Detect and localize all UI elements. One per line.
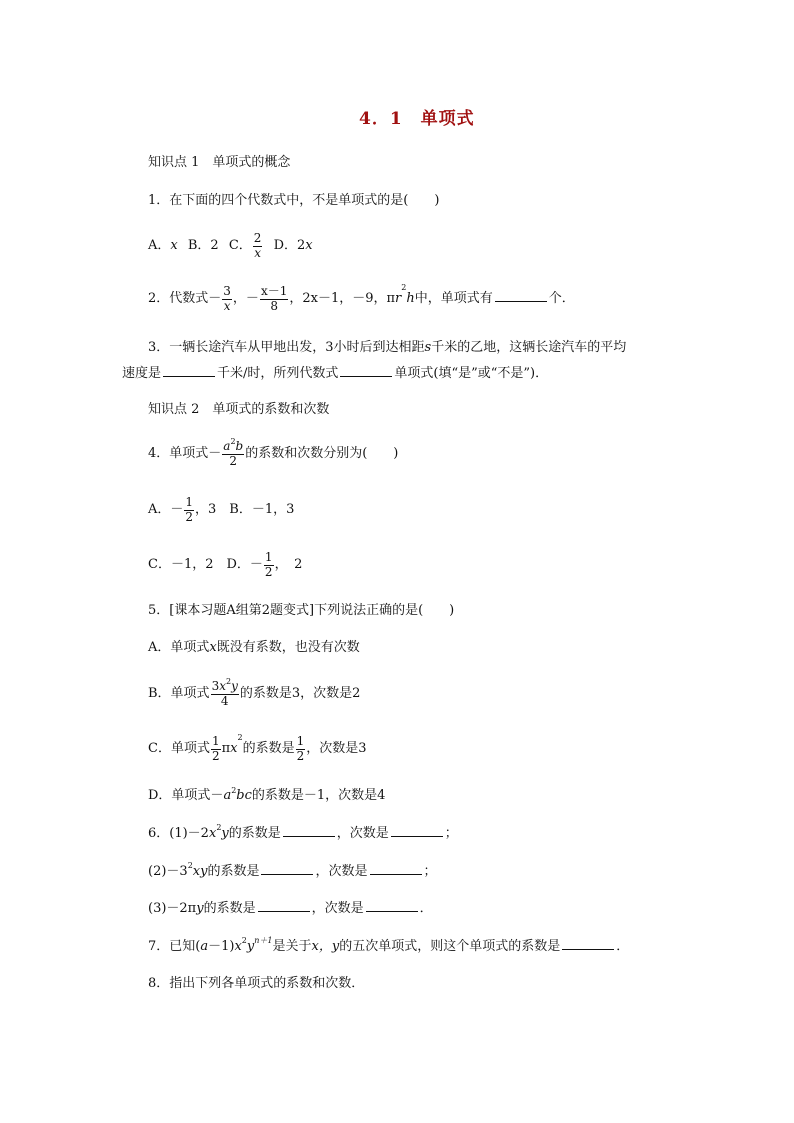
question-3-line-2: 速度是 千米/时，所列代数式 单项式(填“是”或“不是”)． bbox=[122, 366, 549, 381]
answer-blank bbox=[391, 825, 443, 837]
answer-blank bbox=[261, 863, 313, 875]
question-5-stem: 5．[课本习题A组第2题变式]下列说法正确的是( ) bbox=[148, 603, 455, 618]
fraction: $\frac{1}{2}$ bbox=[185, 495, 194, 524]
question-6-part-1: 6．$(1)-2x^2y$的系数是 ，次数是 ； bbox=[148, 823, 458, 841]
fraction: $\frac{3}{x}$ bbox=[223, 284, 231, 313]
question-4-options-cd: C．－1，2 D．－ $\frac{1}{2}$ ， 2 bbox=[148, 550, 303, 579]
page-title: 4．1 单项式 bbox=[359, 109, 475, 129]
section-heading-2: 知识点 2 单项式的系数和次数 bbox=[148, 402, 330, 417]
fraction: $\frac{1}{2}$ bbox=[264, 550, 273, 579]
fraction: $\frac{x-1}{8}$ bbox=[260, 284, 288, 313]
answer-blank bbox=[366, 900, 418, 912]
fraction: $\frac{1}{2}$ bbox=[296, 734, 305, 763]
answer-blank bbox=[370, 863, 422, 875]
answer-blank bbox=[258, 900, 310, 912]
question-2: 2．代数式－ $\frac{3}{x}$ ，－ $\frac{x-1}{8}$ ，2x－1，－9，$\pi r^2h$中，单项式有 个． bbox=[148, 283, 575, 313]
question-3-line-1: 3．一辆长途汽车从甲地出发，3小时后到达相距s千米的乙地，这辆长途汽车的平均 bbox=[148, 340, 627, 355]
answer-blank bbox=[495, 290, 547, 302]
question-5-option-a: A．单项式x既没有系数，也没有次数 bbox=[148, 640, 360, 655]
question-6-part-3: (3)－2πy的系数是 ，次数是 ． bbox=[148, 901, 433, 916]
question-6-part-2: $(2)-3^2xy$的系数是 ，次数是 ； bbox=[148, 861, 437, 879]
question-5-option-d: D．单项式$-a^2bc$的系数是－1，次数是4 bbox=[148, 786, 386, 803]
question-5-option-b: B．单项式 $\frac{3x^2y}{4}$ 的系数是3，次数是2 bbox=[148, 677, 361, 708]
fraction: $\frac{3x^2y}{4}$ bbox=[211, 677, 238, 708]
question-8: 8．指出下列各单项式的系数和次数． bbox=[148, 976, 365, 991]
fraction: $\frac{1}{2}$ bbox=[211, 734, 220, 763]
question-5-option-c: C．单项式 $\frac{1}{2}$ $\pi x^2$的系数是 $\frac{1}{2}$ ，次数是3 bbox=[148, 733, 367, 763]
answer-blank bbox=[340, 365, 392, 377]
question-1-stem: 1．在下面的四个代数式中，不是单项式的是( ) bbox=[148, 193, 440, 208]
answer-blank bbox=[562, 938, 614, 950]
fraction: $\frac{a^2b}{2}$ bbox=[223, 437, 244, 468]
question-4-stem: 4．单项式－ $\frac{a^2b}{2}$ 的系数和次数分别为( ) bbox=[148, 437, 399, 468]
question-4-options-ab: A．－ $\frac{1}{2}$ ，3 B．－1，3 bbox=[148, 495, 295, 524]
answer-blank bbox=[163, 365, 215, 377]
section-heading-1: 知识点 1 单项式的概念 bbox=[148, 155, 291, 170]
fraction: $\frac{2}{x}$ bbox=[253, 231, 262, 260]
question-7: 7．已知$(a-1)x^2y^{n+1}$是关于x，y的五次单项式，则这个单项式的系数是 ． bbox=[148, 936, 630, 954]
question-1-options: A．x B．2 C． $\frac{2}{x}$ D．2x bbox=[148, 231, 313, 260]
answer-blank bbox=[283, 825, 335, 837]
